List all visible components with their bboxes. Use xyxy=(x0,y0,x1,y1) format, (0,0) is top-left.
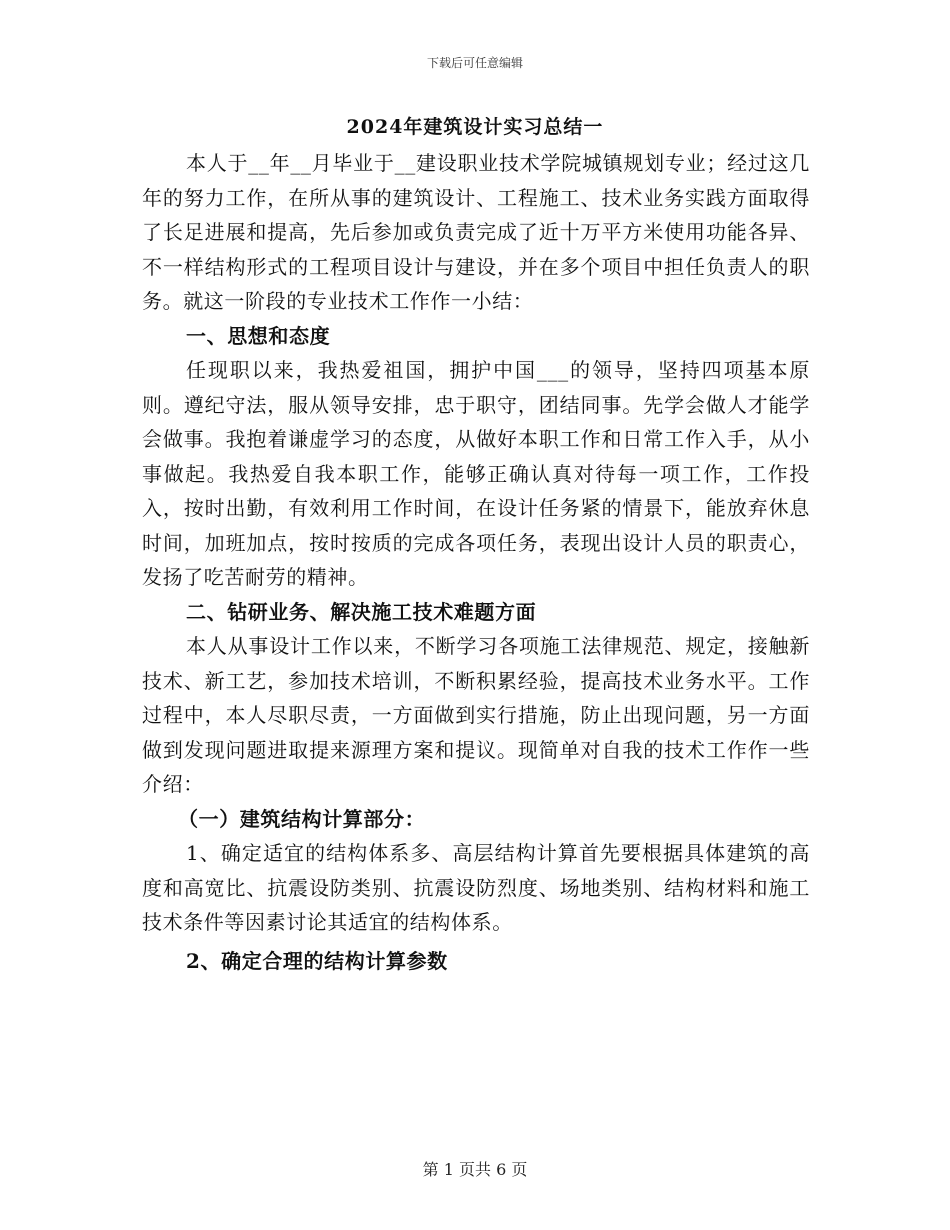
thought-attitude-paragraph: 任现职以来，我热爱祖国，拥护中国___的领导，坚持四项基本原则。遵纪守法，服从领导安排，忠于职守，团结同事。先学会做人才能学会做事。我抱着谦虚学习的态度，从做好本职工作和日常工作入手，从小事做起。我热爱自我本职工作，能够正确认真对待每一项工作，工作投入，按时出勤，有效利用工作时间，在设计任务紧的情景下，能放弃休息时间，加班加点，按时按质的完成各项任务，表现出设计人员的职责心，发扬了吃苦耐劳的精神。 xyxy=(142,358,810,589)
section-heading-thought-attitude: 一、思想和态度 xyxy=(186,323,331,348)
intro-paragraph: 本人于__年__月毕业于__建设职业技术学院城镇规划专业；经过这几年的努力工作，在所从事的建筑设计、工程施工、技术业务实践方面取得了长足进展和提高，先后参加或负责完成了近十万平方米使用功能各异、不一样结构形式的工程项目设计与建设，并在多个项目中担任负责人的职务。就这一阶段的专业技术工作作一小结： xyxy=(142,151,810,313)
header-note: 下载后可任意编辑 xyxy=(426,56,523,70)
structure-system-paragraph: 1、确定适宜的结构体系多、高层结构计算首先要根据具体建筑的高度和高宽比、抗震设防类别、抗震设防烈度、场地类别、结构材料和施工技术条件等因素讨论其适宜的结构体系。 xyxy=(142,841,810,934)
technical-paragraph: 本人从事设计工作以来，不断学习各项施工法律规范、规定，接触新技术、新工艺，参加技术培训，不断积累经验，提高技术业务水平。工作过程中，本人尽职尽责，一方面做到实行措施，防止出现问题，另一方面做到发现问题进取提来源理方案和提议。现简单对自我的技术工作作一些介绍： xyxy=(142,634,810,796)
page-number-footer: 第 1 页共 6 页 xyxy=(422,1160,528,1179)
section-heading-technical: 二、钻研业务、解决施工技术难题方面 xyxy=(186,599,537,624)
document-body xyxy=(142,146,810,978)
subsection-heading-structure-calc: （一）建筑结构计算部分： xyxy=(178,806,426,831)
document-title: 2024年建筑设计实习总结一 xyxy=(346,116,604,138)
structure-params-heading: 2、确定合理的结构计算参数 xyxy=(186,948,448,973)
